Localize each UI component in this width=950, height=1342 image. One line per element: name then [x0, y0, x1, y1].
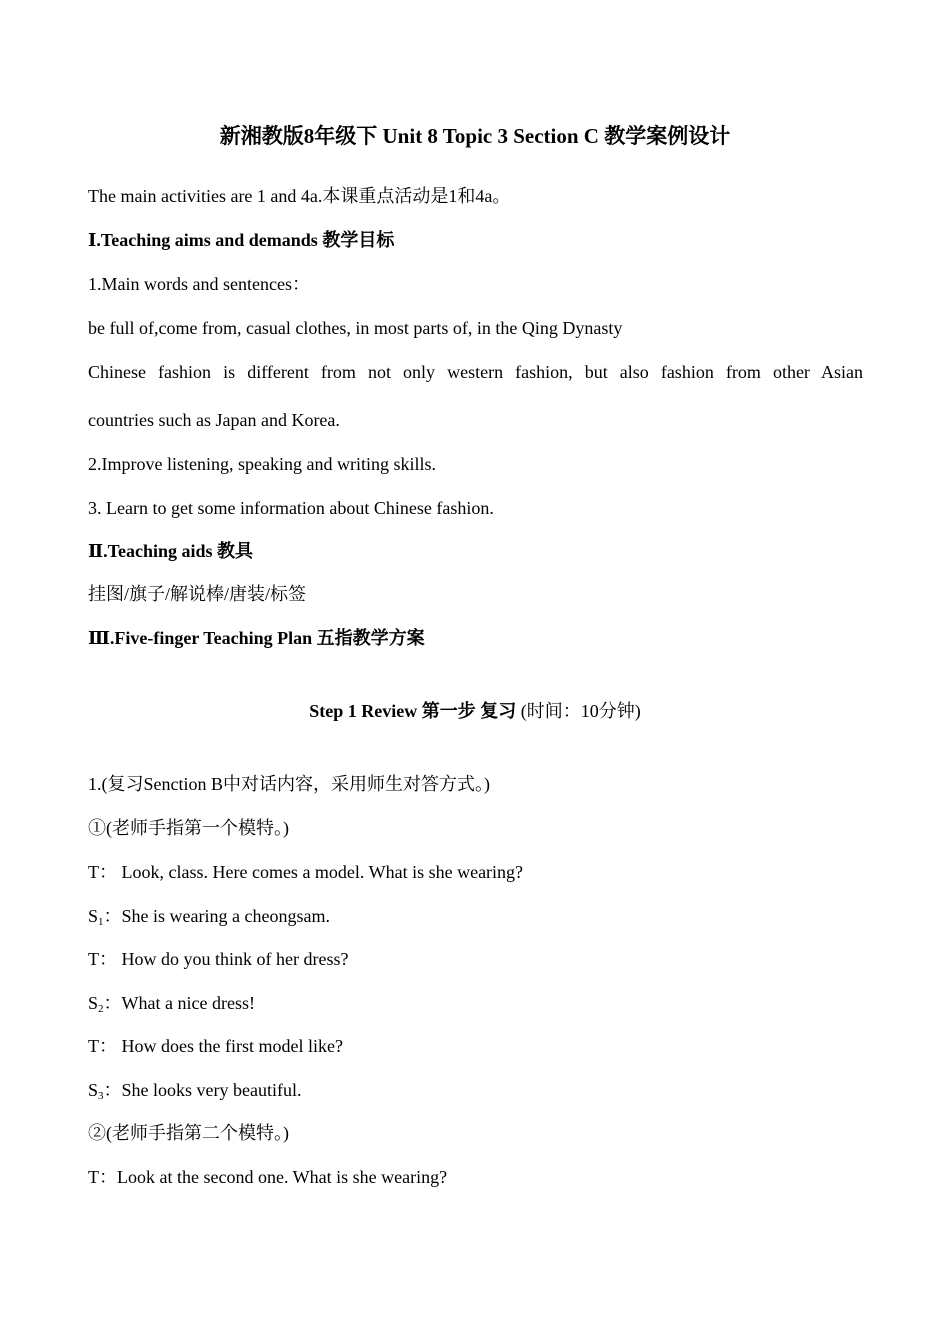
dialogue-line: T：Look at the second one. What is she wearing? [88, 1167, 448, 1187]
page-title: 新湘教版8年级下 Unit 8 Topic 3 Section C 教学案例设计 [219, 124, 731, 148]
sentence-line-1: Chinese fashion is different from not only western fashion, but also fashion from other Asian [88, 362, 863, 382]
dialogue-line: $S_2$：What a nice dress! [88, 993, 255, 1015]
aim-item-2: 2.Improve listening, speaking and writing skills. [88, 454, 436, 474]
section2-heading: Ⅱ.Teaching aids 教具 [88, 541, 254, 561]
phrases-text: be full of,come from, casual clothes, in most parts of, in the Qing Dynasty [88, 318, 623, 338]
intro-text: The main activities are 1 and 4a.本课重点活动是1和4a。 [88, 186, 511, 206]
dialogue-line: T： Look, class. Here comes a model. What is she wearing? [88, 862, 524, 882]
dialogue-line: $S_3$：She looks very beautiful. [88, 1080, 302, 1102]
step1-heading-time: (时间：10分钟) [516, 701, 641, 721]
review-item-1: 1.(复习Senction B中对话内容，采用师生对答方式。) [88, 774, 490, 794]
step1-heading-bold: Step 1 Review 第一步 复习 [309, 701, 517, 721]
dialogue-line: T： How does the first model like? [88, 1036, 343, 1056]
aim-item-3: 3. Learn to get some information about Chinese fashion. [88, 498, 494, 518]
main-words-label: 1.Main words and sentences： [88, 274, 310, 294]
review-note-1: ①(老师手指第一个模特。) [88, 818, 289, 838]
dialogue-line: $S_1$：She is wearing a cheongsam. [88, 906, 330, 928]
dialogue-line: T： How do you think of her dress? [88, 949, 349, 969]
step1-heading [0, 699, 950, 723]
sentence-line-2: countries such as Japan and Korea. [88, 410, 340, 430]
review-note-2: ②(老师手指第二个模特。) [88, 1123, 289, 1143]
teaching-aids-text: 挂图/旗子/解说棒/唐装/标签 [88, 584, 307, 604]
section1-heading: Ⅰ.Teaching aims and demands 教学目标 [88, 230, 395, 250]
section3-heading: Ⅲ.Five-finger Teaching Plan 五指教学方案 [88, 628, 425, 648]
